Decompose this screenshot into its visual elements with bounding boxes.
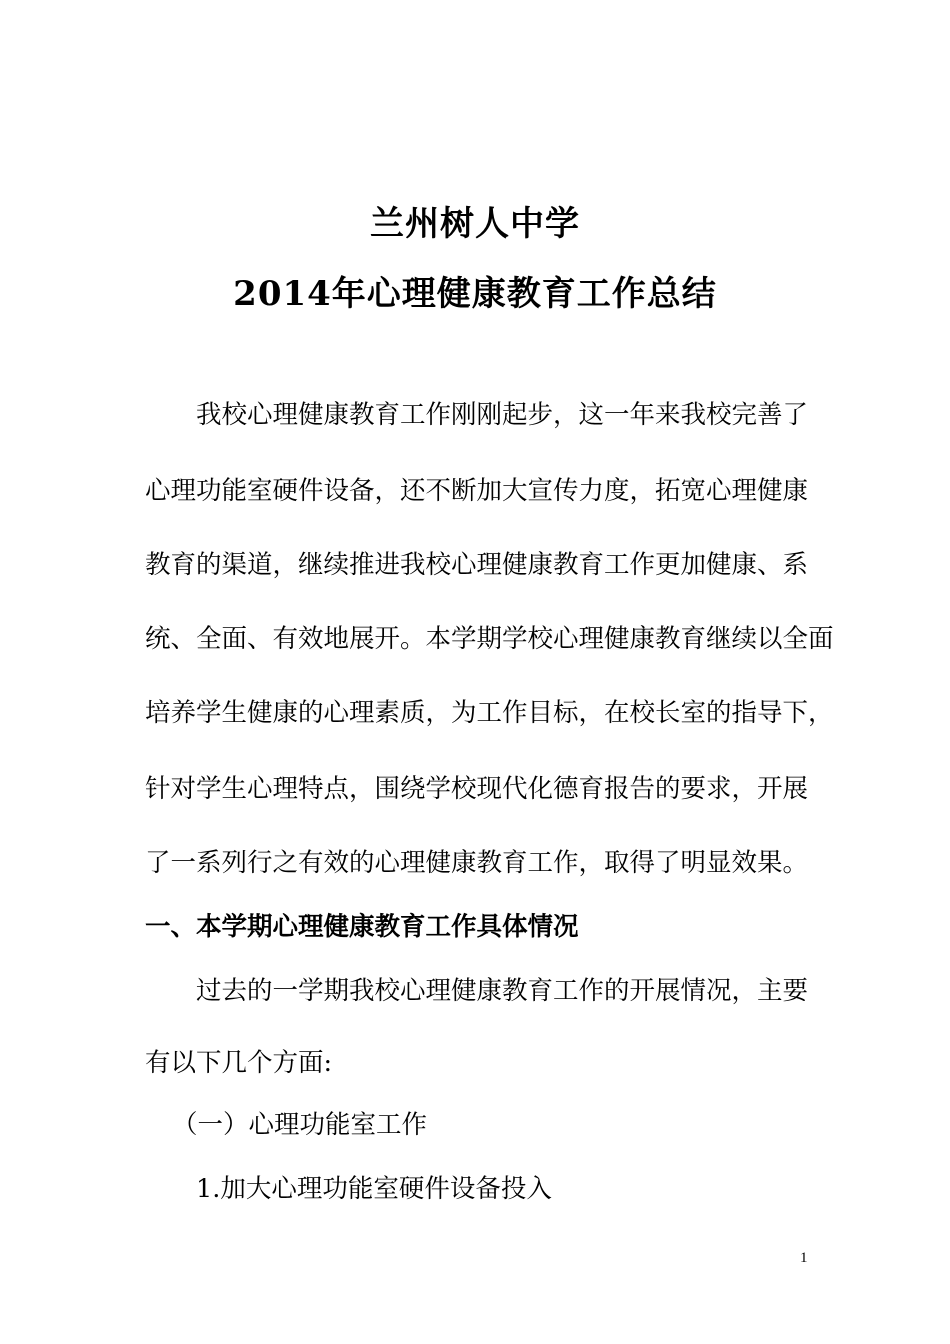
page-number: 1 [800, 1250, 808, 1266]
paragraph-line: 我校心理健康教育工作刚刚起步，这一年来我校完善了 [196, 400, 809, 430]
document-title-school: 兰州树人中学 [370, 204, 580, 244]
paragraph-line: 教育的渠道，继续推进我校心理健康教育工作更加健康、系 [145, 550, 809, 580]
paragraph-line: 培养学生健康的心理素质，为工作目标，在校长室的指导下， [145, 698, 834, 728]
list-item: 1.加大心理功能室硬件设备投入 [196, 1174, 552, 1204]
section-heading: 一、本学期心理健康教育工作具体情况 [145, 912, 579, 942]
paragraph-line: 针对学生心理特点，围绕学校现代化德育报告的要求，开展 [145, 774, 809, 804]
paragraph-line: 了一系列行之有效的心理健康教育工作，取得了明显效果。 [145, 848, 809, 878]
document-title-report: 2014年心理健康教育工作总结 [233, 274, 717, 314]
paragraph-line: 过去的一学期我校心理健康教育工作的开展情况，主要 [196, 976, 809, 1006]
paragraph-line: 心理功能室硬件设备，还不断加大宣传力度，拓宽心理健康 [145, 476, 809, 506]
paragraph-line: 统、全面、有效地展开。本学期学校心理健康教育继续以全面 [145, 624, 834, 654]
subsection-heading: （一）心理功能室工作 [172, 1110, 428, 1140]
paragraph-line: 有以下几个方面: [145, 1048, 333, 1078]
